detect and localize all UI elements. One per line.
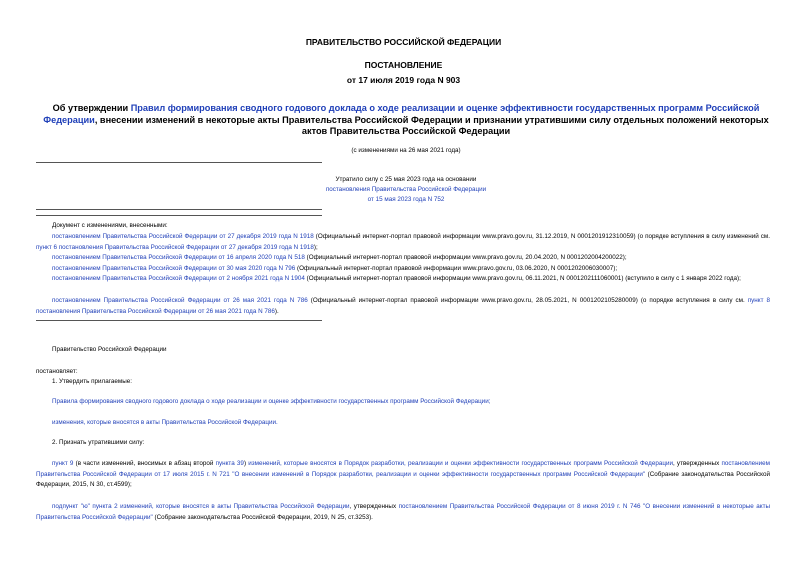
government-line: Правительство Российской Федерации	[52, 346, 167, 353]
change-item	[36, 264, 770, 275]
change-text: );	[313, 243, 318, 251]
change-link[interactable]: пункт 6 постановления Правительства Российской Федерации от 27 декабря 2019 года N 1918	[36, 243, 314, 251]
change-text: (Официальный интернет-портал правовой информации www.pravo.gov.ru, 06.11.2021, N 0001202111060001) (вступило в силу с 1 января 2022 года);	[304, 275, 741, 282]
change-link[interactable]: постановлением Правительства Российской Федерации от 2 ноября 2021 года N 1904	[52, 275, 305, 282]
expired-line: Утратило силу с 25 мая 2023 года на основании	[335, 176, 477, 183]
repealed-item	[36, 502, 770, 523]
repealed-link[interactable]: постановлением Правительства Российской Федерации от 17 июля 2015 г. N 721 "О внесении изменений в Порядок разработки, реализации и оценки эффективности государственных программ Российской Федерации"	[36, 460, 771, 478]
divider	[36, 320, 322, 321]
title-prefix: Об утверждении	[52, 103, 131, 113]
government-heading: ПРАВИТЕЛЬСТВО РОССИЙСКОЙ ФЕДЕРАЦИИ	[305, 37, 502, 47]
repealed-link[interactable]: постановлением Правительства Российской Федерации от 8 июня 2019 г. N 746 "О внесении изменений в некоторые акты Правительства Российской Федерации"	[36, 503, 770, 521]
repealed-item	[36, 459, 770, 491]
repealed-link[interactable]: изменений, которые вносятся в Порядок разработки, реализации и оценки эффективности государственных программ Российской Федерации	[248, 460, 673, 467]
repealed-text: (Собрание законодательства Российской Федерации, 2019, N 25, ст.3253).	[152, 513, 373, 521]
repealed-text: (Собрание законодательства Российской Федерации, 2015, N 30, ст.4599);	[36, 470, 771, 488]
change-text: (Официальный интернет-портал правовой информации www.pravo.gov.ru, 03.06.2020, N 0001202006030007);	[295, 265, 618, 272]
repealed-link[interactable]: подпункт "ю" пункта 2 изменений, которые вносятся в акты Правительства Российской Федерации	[52, 503, 350, 510]
change-item	[36, 296, 770, 317]
change-text: (Официальный интернет-портал правовой информации www.pravo.gov.ru, 20.04.2020, N 0001202004200022);	[304, 254, 627, 261]
repealed-link[interactable]: пункт 9	[52, 460, 74, 467]
repealed-text: )	[243, 460, 249, 467]
divider	[36, 215, 322, 216]
repealed-text: , утвержденных	[672, 460, 722, 467]
expired-notice	[36, 175, 776, 205]
expired-basis-link-date[interactable]: от 15 мая 2023 года N 752	[367, 196, 445, 203]
approved-changes-link[interactable]: изменения, которые вносятся в акты Правительства Российской Федерации.	[52, 419, 278, 426]
document-title	[36, 103, 776, 138]
change-text: (Официальный интернет-портал правовой информации www.pravo.gov.ru, 31.12.2019, N 0001201912310059) (о порядке вступления в силу изменений см.	[313, 233, 770, 240]
change-item	[36, 253, 770, 264]
divider	[36, 209, 322, 210]
change-link[interactable]: постановлением Правительства Российской Федерации от 16 апреля 2020 года N 518	[52, 254, 305, 261]
divider	[36, 162, 322, 163]
repealed-text: (в части изменений, вносимых в абзац второй	[73, 460, 216, 467]
expired-basis-link[interactable]: постановления Правительства Российской Федерации	[325, 186, 487, 193]
document-type: ПОСТАНОВЛЕНИЕ	[364, 60, 443, 70]
repealed-text: , утвержденных	[349, 503, 399, 510]
change-text: (Официальный интернет-портал правовой информации www.pravo.gov.ru, 28.05.2021, N 0001202105280009) (о порядке вступления в силу см.	[307, 297, 748, 304]
change-link[interactable]: постановлением Правительства Российской Федерации от 30 мая 2020 года N 796	[52, 265, 296, 272]
paragraph-1: 1. Утвердить прилагаемые:	[52, 378, 132, 385]
change-item	[36, 232, 770, 253]
changes-heading: Документ с изменениями, внесенными:	[52, 222, 168, 229]
title-rules-link[interactable]: Правил формирования сводного годового доклада о ходе реализации и оценке эффективности государственных программ Российской Федерации	[43, 103, 760, 125]
change-link[interactable]: пункт 8 постановления Правительства Российской Федерации от 26 мая 2021 года N 786	[36, 297, 770, 315]
change-link[interactable]: постановлением Правительства Российской Федерации от 27 декабря 2019 года N 1918	[52, 233, 314, 240]
resolves-line: постановляет:	[36, 368, 78, 375]
paragraph-2: 2. Признать утратившими силу:	[52, 439, 145, 446]
repealed-link[interactable]: пункта 39	[215, 460, 244, 467]
approved-rules-link[interactable]: Правила формирования сводного годового доклада о ходе реализации и оценке эффективности государственных программ Российской Федерации;	[52, 398, 491, 405]
date-number: от 17 июля 2019 года N 903	[346, 75, 461, 85]
change-link[interactable]: постановлением Правительства Российской Федерации от 26 мая 2021 года N 786	[52, 297, 308, 304]
revision-note: (с изменениями на 26 мая 2021 года)	[351, 147, 461, 154]
title-suffix: , внесении изменений в некоторые акты Правительства Российской Федерации и признании утратившими силу отдельных положений некоторых актов Правительства Российской Федерации	[94, 114, 769, 136]
change-text: ).	[274, 307, 279, 315]
change-item	[36, 274, 770, 285]
